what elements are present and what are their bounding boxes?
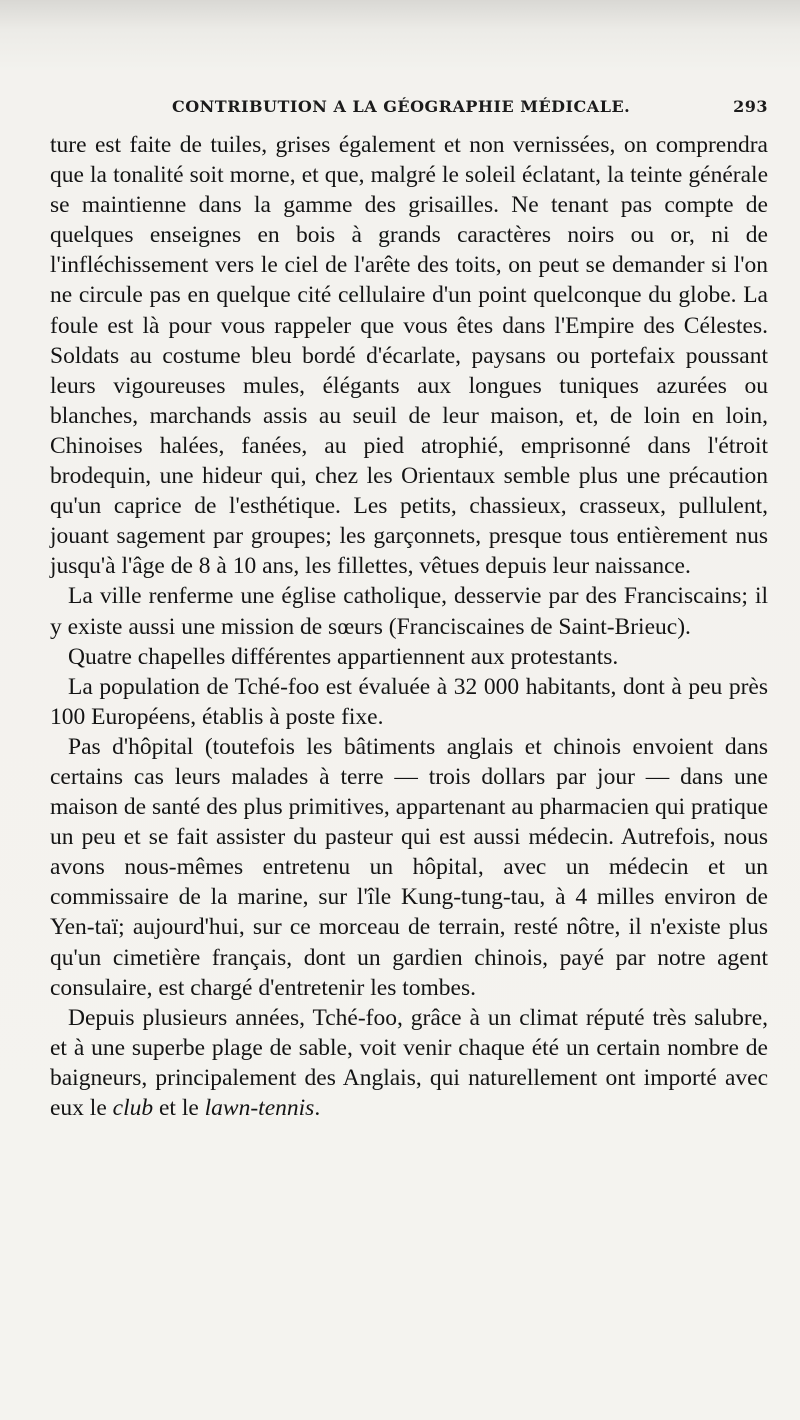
paragraph-bathers: [50, 1003, 768, 1123]
running-title: CONTRIBUTION A LA GÉOGRAPHIE MÉDICALE.: [172, 97, 631, 116]
paragraph-continued: ture est faite de tuiles, grises également et non vernissées, on comprendra que la tonalité soit morne, et que, malgré le soleil éclatant, la teinte générale se maintienne dans la gamme des grisailles. Ne tenant pas compte de quelques enseignes en bois à grands caractères noirs ou or, ni de l'infléchissement vers le ciel de l'arête des toits, on peut se demander si l'on ne circule pas en quelque cité cellulaire d'un point quelconque du globe. La foule est là pour vous rappeler que vous êtes dans l'Empire des Célestes. Soldats au costume bleu bordé d'écarlate, paysans ou portefaix poussant leurs vigoureuses mules, élégants aux longues tuniques azurées ou blanches, marchands assis au seuil de leur maison, et, de loin en loin, Chinoises halées, fanées, au pied atrophié, emprisonné dans l'étroit brodequin, une hideur qui, chez les Orientaux semble plus une précaution qu'un caprice de l'esthétique. Les petits, chassieux, crasseux, pullulent, jouant sagement par groupes; les garçonnets, presque tous entièrement nus jusqu'à l'âge de 8 à 10 ans, les fillettes, vêtues depuis leur naissance.: [50, 132, 768, 580]
page-number: 293: [733, 97, 768, 116]
paragraph-population: La population de Tché-foo est évaluée à 32 000 habitants, dont à peu près 100 Européens, établis à poste fixe.: [50, 673, 768, 730]
bathers-text-middle: et le: [153, 1095, 205, 1121]
running-head: [172, 97, 768, 121]
body-text: [50, 130, 768, 1123]
club-italic: club: [112, 1095, 154, 1121]
paragraph-church: La ville renferme une église catholique, desservie par des Franciscains; il y existe aussi une mission de sœurs (Franciscaines de Saint-Brieuc).: [50, 583, 768, 640]
paragraph-hospital: Pas d'hôpital (toutefois les bâtiments anglais et chinois envoient dans certains cas leurs malades à terre — trois dollars par jour — dans une maison de santé des plus primitives, appartenant au pharmacien qui pratique un peu et se fait assister du pasteur qui est aussi médecin. Autrefois, nous avons nous-mêmes entretenu un hôpital, avec un médecin et un commissaire de la marine, sur l'île Kung-tung-tau, à 4 milles environ de Yen-taï; aujourd'hui, sur ce morceau de terrain, resté nôtre, il n'existe plus qu'un cimetière français, dont un gardien chinois, payé par notre agent consulaire, est chargé d'entretenir les tombes.: [50, 733, 768, 1001]
bathers-text-start: Depuis plusieurs années, Tché-foo, grâce à un climat réputé très salubre, et à une superbe plage de sable, voit venir chaque été un certain nombre de baigneurs, principalement des Anglais, qui naturellement ont importé avec eux le: [50, 1004, 768, 1121]
lawn-tennis-italic: lawn-tennis: [204, 1095, 315, 1121]
bathers-text-end: .: [314, 1095, 321, 1121]
paragraph-chapels: Quatre chapelles différentes appartiennent aux protestants.: [68, 643, 619, 670]
